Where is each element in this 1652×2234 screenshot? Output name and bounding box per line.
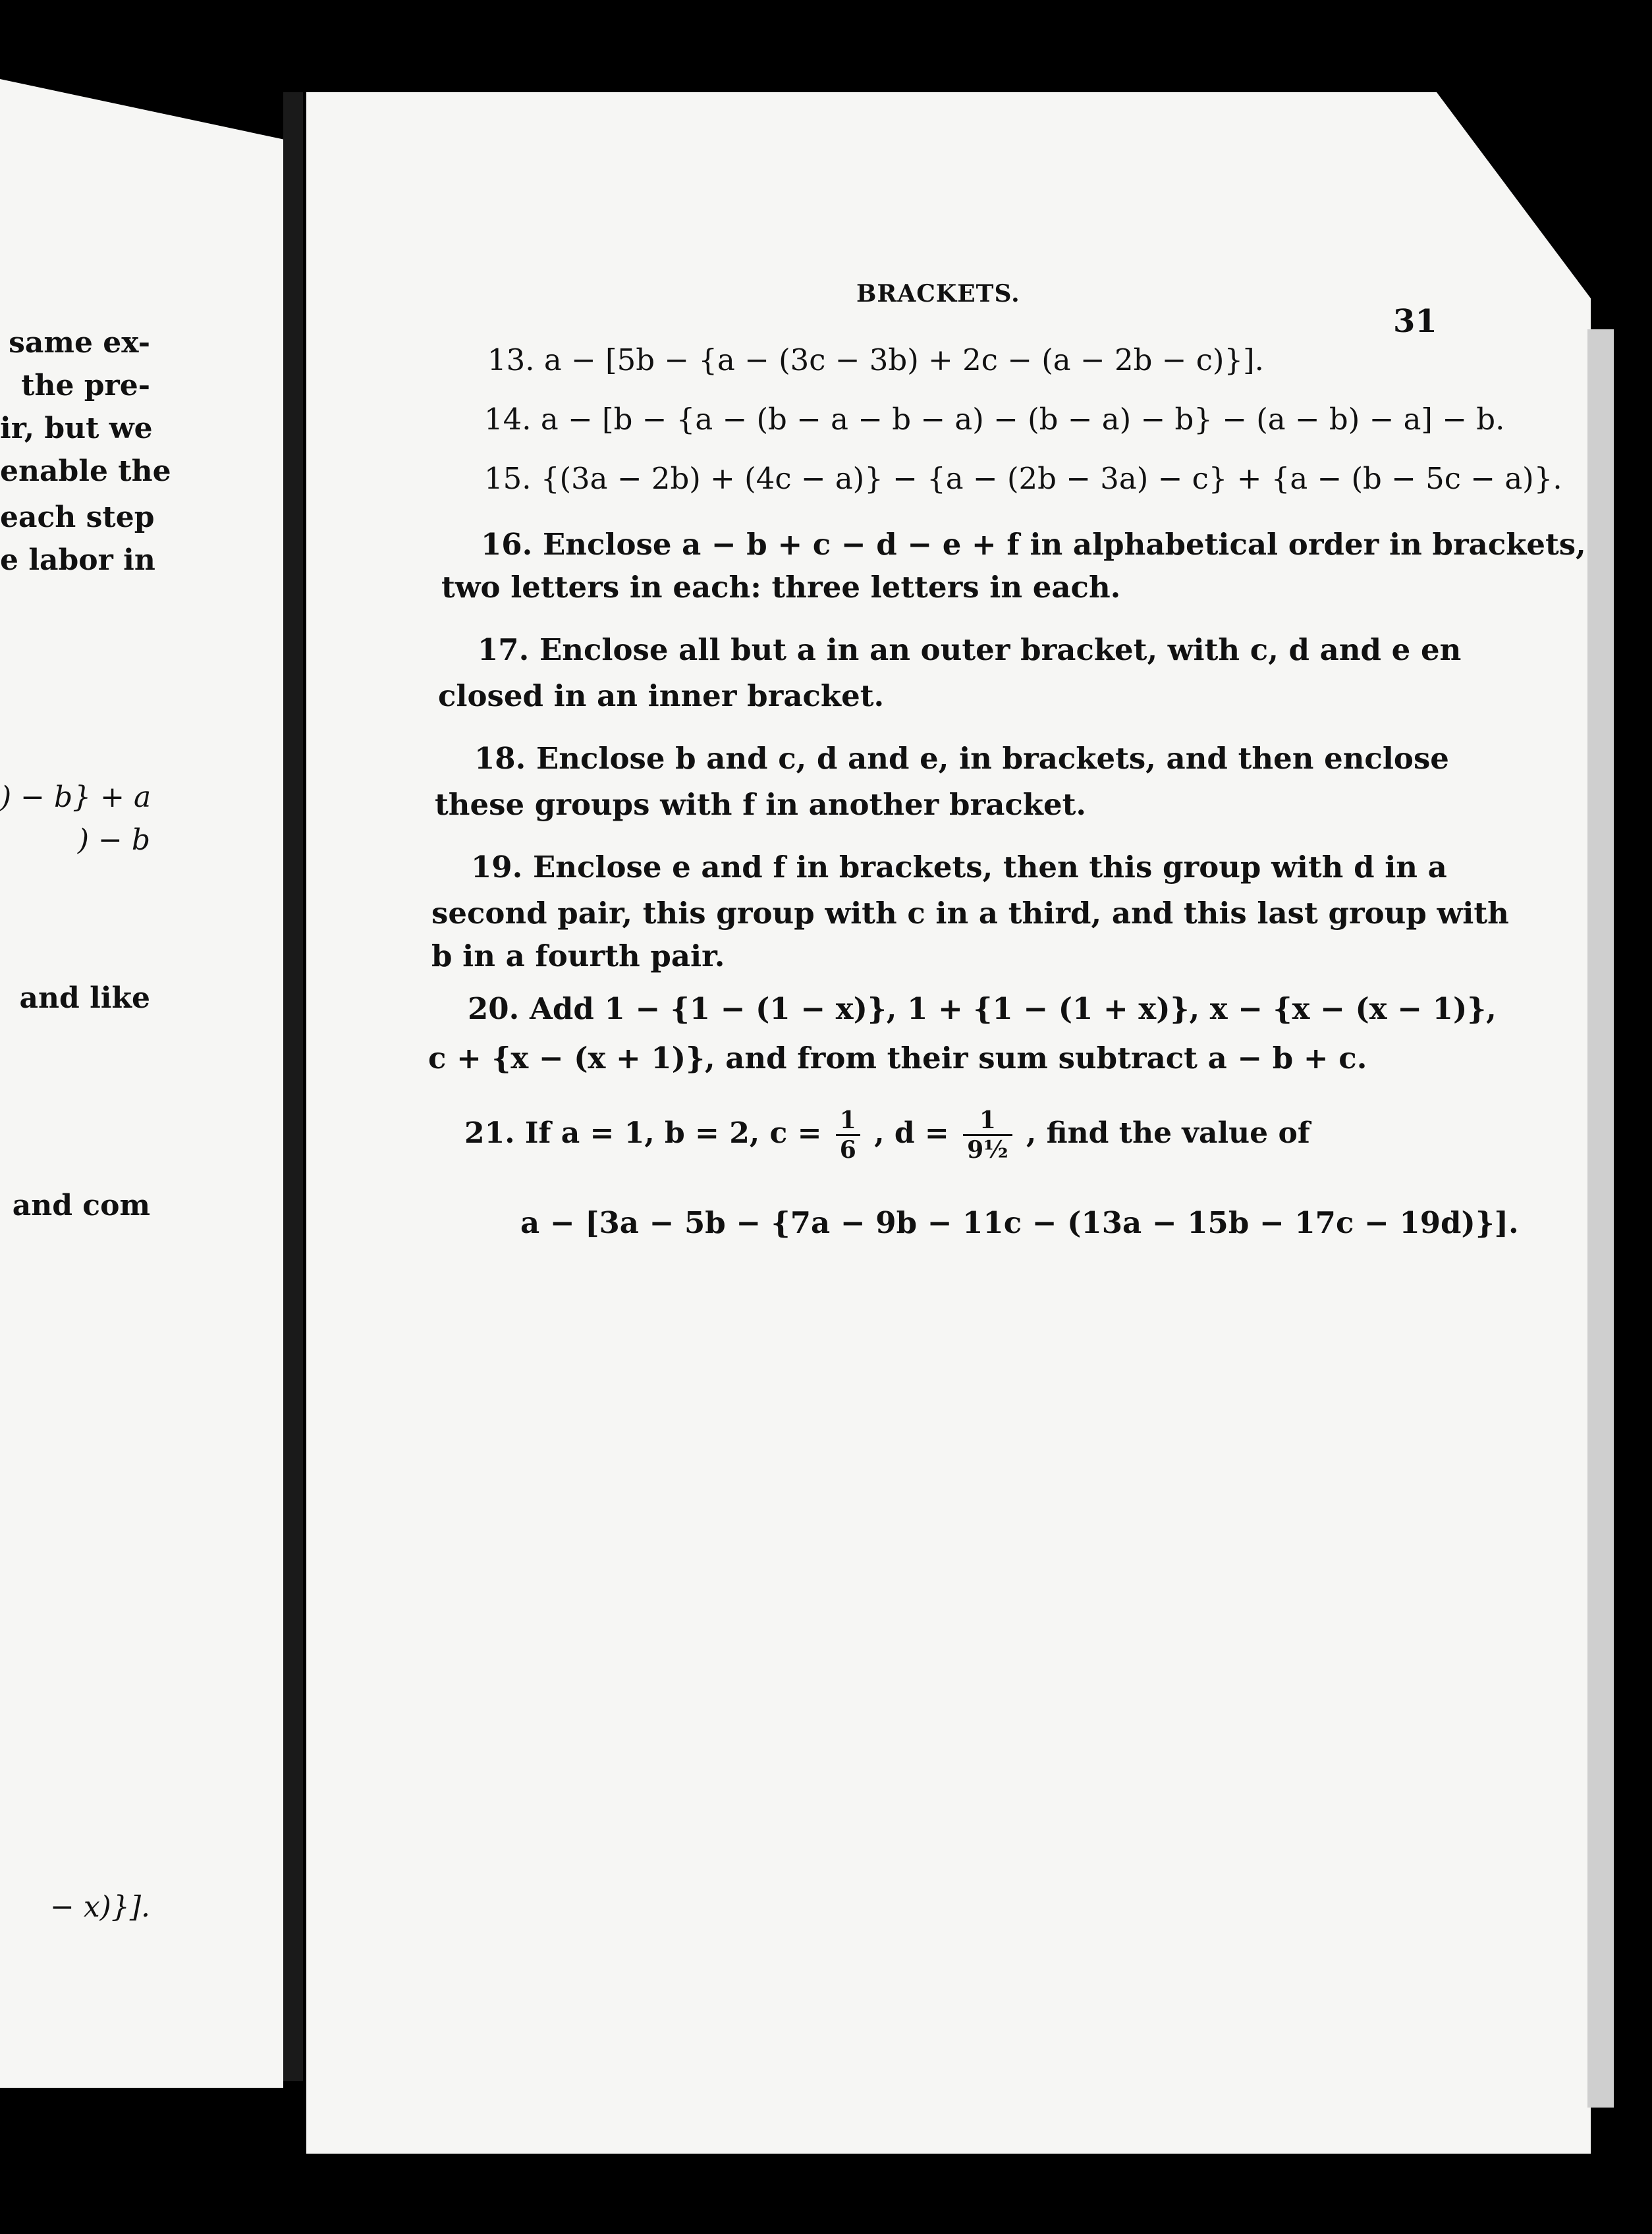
- left-page-line: e labor in: [0, 543, 155, 577]
- left-page-line: enable the: [0, 454, 171, 488]
- exercise-21-line-1: [464, 1106, 1310, 1164]
- left-page-line: the pre-: [21, 369, 150, 402]
- exercise-16-line-2: two letters in each: three letters in each.: [441, 570, 1121, 605]
- exercise-21-mid: , d =: [874, 1116, 949, 1150]
- exercise-21-expression: a − [3a − 5b − {7a − 9b − 11c − (13a − 15b − 17c − 19d)}].: [520, 1205, 1519, 1240]
- exercise-19-line-3: b in a fourth pair.: [431, 939, 725, 973]
- fraction-c: [836, 1106, 860, 1164]
- exercise-20-line-1: 20. Add 1 − {1 − (1 − x)}, 1 + {1 − (1 + x)}, x − {x − (x − 1)},: [468, 991, 1497, 1026]
- left-page-line: and like: [19, 981, 150, 1015]
- running-header: BRACKETS.: [856, 280, 1020, 308]
- exercise-19-line-2: second pair, this group with c in a third, and this last group with: [431, 896, 1509, 931]
- exercise-18-line-2: these groups with f in another bracket.: [435, 787, 1087, 822]
- exercise-17-line-1: 17. Enclose all but a in an outer bracket, with c, d and e en: [478, 632, 1462, 667]
- exercise-17-line-2: closed in an inner bracket.: [438, 678, 885, 713]
- exercise-21-suffix: , find the value of: [1026, 1116, 1310, 1150]
- left-page-line: and com: [12, 1189, 150, 1222]
- left-page-line: ) − b: [77, 823, 150, 857]
- left-page-line: each step: [0, 501, 155, 534]
- left-page-line: same ex-: [9, 326, 150, 360]
- book-gutter: [283, 92, 303, 2081]
- fraction-c-denominator: 6: [839, 1136, 856, 1164]
- left-page-line: ir, but we: [0, 412, 153, 445]
- fraction-c-numerator: 1: [836, 1106, 860, 1136]
- exercise-16-line-1: 16. Enclose a − b + c − d − e + f in alphabetical order in brackets,: [481, 527, 1586, 562]
- exercise-14: 14. a − [b − {a − (b − a − b − a) − (b − a) − b} − (a − b) − a] − b.: [484, 402, 1505, 437]
- left-page-line: ) − b} + a: [0, 780, 151, 814]
- fraction-d: [963, 1106, 1012, 1164]
- page-number: 31: [1393, 303, 1437, 340]
- exercise-15: 15. {(3a − 2b) + (4c − a)} − {a − (2b − 3a) − c} + {a − (b − 5c − a)}.: [484, 461, 1562, 496]
- exercise-19-line-1: 19. Enclose e and f in brackets, then this group with d in a: [471, 850, 1447, 885]
- exercise-18-line-1: 18. Enclose b and c, d and e, in brackets, and then enclose: [474, 741, 1449, 776]
- exercise-13: 13. a − [5b − {a − (3c − 3b) + 2c − (a − 2b − c)}].: [487, 342, 1264, 377]
- fraction-d-numerator: 1: [963, 1106, 1012, 1136]
- exercise-21-prefix: 21. If a = 1, b = 2, c =: [464, 1116, 822, 1150]
- page-edge: [1587, 329, 1614, 2108]
- left-page-line: − x)}].: [50, 1890, 150, 1924]
- exercise-20-line-2: c + {x − (x + 1)}, and from their sum subtract a − b + c.: [428, 1041, 1367, 1076]
- fraction-d-denominator: 9½: [967, 1136, 1008, 1164]
